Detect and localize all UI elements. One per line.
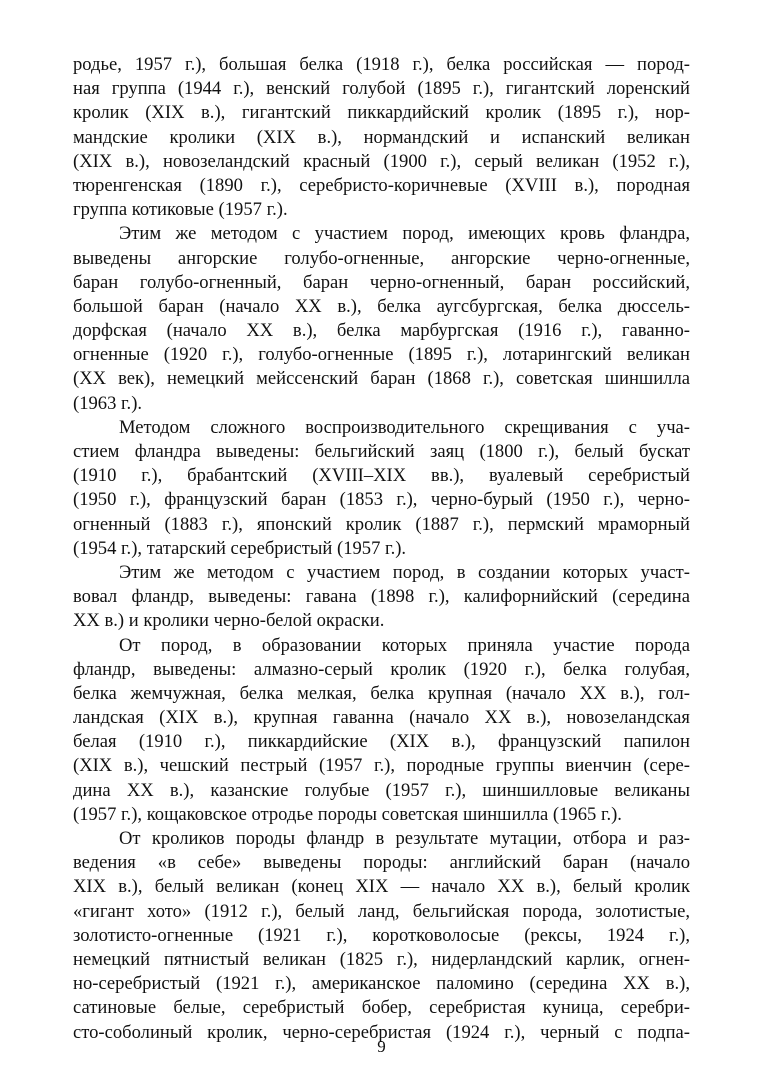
text-line: баран голубо-огненный, баран черно-огненный, баран российский, (73, 271, 690, 293)
text-line: От пород, в образовании которых приняла участие порода (119, 634, 690, 656)
text-line: белая (1910 г.), пиккардийские (XIX в.), французский папилон (73, 731, 690, 753)
text-line: группа котиковые (1957 г.). (73, 199, 288, 221)
text-line: ландская (XIX в.), крупная гаванна (начало XX в.), новозеландская (73, 707, 690, 729)
text-line: От кроликов породы фландр в результате мутации, отбора и раз- (119, 828, 690, 849)
text-line: XX в.) и кролики черно-белой окраски. (73, 610, 385, 632)
text-line: (1957 г.), кощаковское отродье породы советская шиншилла (1965 г.). (73, 803, 622, 825)
text-line: кролик (XIX в.), гигантский пиккардийский кролик (1895 г.), нор- (73, 102, 690, 124)
text-line: (1950 г.), французский баран (1853 г.), черно-бурый (1950 г.), черно- (73, 489, 690, 511)
text-line: сто-соболиный кролик, черно-серебристая (1924 г.), черный с подпа- (73, 1021, 690, 1043)
paragraph-2 (73, 222, 690, 416)
text-line: Методом сложного воспроизводительного скрещивания с уча- (119, 416, 690, 438)
text-line: (XX век), немецкий мейссенский баран (1868 г.), советская шиншилла (73, 368, 690, 390)
text-line: (1954 г.), татарский серебристый (1957 г.). (73, 537, 407, 559)
text-line: вовал фландр, выведены: гавана (1898 г.), калифорнийский (середина (73, 586, 690, 608)
text-line: белка жемчужная, белка мелкая, белка крупная (начало XX в.), гол- (73, 682, 690, 704)
text-line: но-серебристый (1921 г.), американское паломино (середина XX в.), (73, 973, 690, 995)
text-line: большой баран (начало XX в.), белка аугсбургская, белка дюссель- (73, 295, 690, 317)
text-line: стием фландра выведены: бельгийский заяц (1800 г.), белый бускат (73, 441, 690, 462)
text-line: (1910 г.), брабантский (XVIII–XIX вв.), вуалевый серебристый (73, 465, 690, 487)
text-line: дина XX в.), казанские голубые (1957 г.), шиншилловые великаны (73, 779, 690, 801)
text-line: (XIX в.), новозеландский красный (1900 г.), серый великан (1952 г.), (73, 150, 690, 172)
text-line: XIX в.), белый великан (конец XIX — начало XX в.), белый кролик (73, 876, 690, 898)
text-line: ведения «в себе» выведены породы: английский баран (начало (73, 852, 690, 874)
text-line: Этим же методом с участием пород, имеющих кровь фландра, (119, 223, 690, 245)
paragraph-4 (73, 561, 690, 634)
paragraph-6 (73, 827, 690, 1045)
text-line: тюренгенская (1890 г.), серебристо-коричневые (XVIII в.), породная (73, 174, 690, 196)
page-number: 9 (377, 1037, 386, 1056)
text-line: ная группа (1944 г.), венский голубой (1895 г.), гигантский лоренский (73, 78, 690, 100)
text-line: фландр, выведены: алмазно-серый кролик (1920 г.), белка голубая, (73, 658, 690, 680)
text-line: «гигант хото» (1912 г.), белый ланд, бельгийская порода, золотистые, (73, 900, 690, 922)
text-line: огненный (1883 г.), японский кролик (1887 г.), пермский мраморный (73, 513, 690, 535)
paragraph-5 (73, 634, 690, 828)
text-line: Этим же методом с участием пород, в создании которых участ- (119, 561, 690, 583)
paragraph-3 (73, 416, 690, 561)
text-line: огненные (1920 г.), голубо-огненные (1895 г.), лотарингский великан (73, 344, 690, 366)
text-line: немецкий пятнистый великан (1825 г.), нидерландский карлик, огнен- (73, 948, 690, 970)
text-line: выведены ангорские голубо-огненные, ангорские черно-огненные, (73, 247, 690, 269)
text-line: дорфская (начало XX в.), белка марбургская (1916 г.), гаванно- (73, 320, 690, 342)
text-line: золотисто-огненные (1921 г.), коротковолосые (рексы, 1924 г.), (73, 924, 690, 946)
page-body (73, 53, 690, 1045)
paragraph-1 (73, 53, 690, 222)
text-line: сатиновые белые, серебристый бобер, серебристая куница, серебри- (73, 997, 690, 1019)
text-line: (1963 г.). (73, 392, 143, 414)
text-line: родье, 1957 г.), большая белка (1918 г.), белка российская — пород- (73, 54, 690, 75)
text-line: мандские кролики (XIX в.), нормандский и испанский великан (73, 126, 690, 148)
text-line: (XIX в.), чешский пестрый (1957 г.), породные группы виенчин (сере- (73, 755, 690, 777)
